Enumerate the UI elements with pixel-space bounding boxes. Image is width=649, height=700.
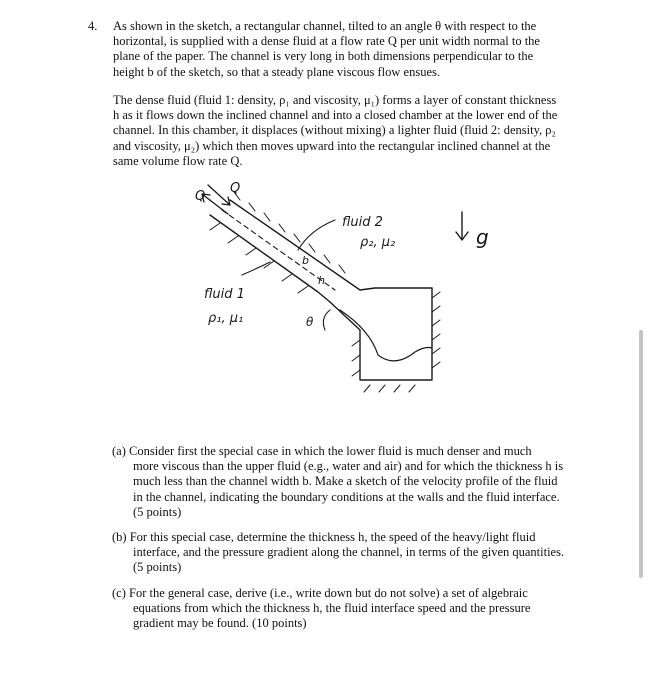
part-b bbox=[112, 530, 582, 576]
lower-wall-hatch bbox=[210, 223, 308, 293]
part-b-points: (5 points) bbox=[133, 560, 182, 575]
theta-arc bbox=[323, 310, 330, 330]
question-description bbox=[113, 93, 573, 169]
part-a-points: (5 points) bbox=[133, 504, 182, 519]
fluid2-label: fluid 2 bbox=[342, 215, 383, 230]
g-label: g bbox=[476, 225, 489, 249]
part-c bbox=[112, 586, 582, 632]
fluid2-props: ρ₂, μ₂ bbox=[360, 235, 396, 250]
theta-label: θ bbox=[306, 315, 314, 329]
vertical-scrollbar[interactable] bbox=[639, 330, 643, 578]
desc-line: and viscosity, μ₂) which then moves upward into the rectangular inclined channel at the bbox=[113, 138, 551, 153]
part-c-line: equations from which the thickness h, the fluid interface speed and the pressure bbox=[133, 601, 531, 616]
desc-line: The dense fluid (fluid 1: density, ρ₁ and viscosity, μ₁) forms a layer of constant thickness bbox=[113, 93, 557, 107]
part-a-line: in the channel, indicating the boundary conditions at the walls and the fluid interface. bbox=[133, 489, 560, 504]
question-number: 4. bbox=[88, 19, 98, 33]
part-c-line: gradient may be found. (10 points) bbox=[133, 616, 307, 631]
part-c-label: (c) bbox=[112, 586, 126, 600]
intro-line: horizontal, is supplied with a dense fluid at a flow rate Q per unit width normal to the bbox=[113, 34, 540, 49]
part-c-line-1: (c) For the general case, derive (i.e., write down but do not solve) a set of algebraic bbox=[112, 586, 528, 600]
part-b-line: interface, and the pressure gradient along the channel, in terms of the given quantities. bbox=[133, 545, 565, 560]
q-label-right: Q bbox=[230, 181, 241, 196]
intro-line: plane of the paper. The channel is very long in both dimensions perpendicular to the bbox=[113, 49, 534, 64]
b-label: b bbox=[302, 254, 309, 267]
question-intro bbox=[113, 19, 553, 80]
fluid2-pointer bbox=[298, 220, 335, 250]
part-a-line: much less than the channel width b. Make a sketch of the velocity profile of the fluid bbox=[133, 474, 558, 489]
part-b-label: (b) bbox=[112, 530, 127, 544]
intro-line: height b of the sketch, so that a steady plane viscous flow ensues. bbox=[113, 64, 441, 79]
chamber-hatch bbox=[352, 292, 440, 392]
q-label-left: Q bbox=[195, 189, 206, 204]
gravity-arrow bbox=[456, 212, 468, 240]
part-a-label: (a) bbox=[112, 444, 126, 458]
part-a bbox=[112, 444, 582, 520]
part-a-line: more viscous than the upper fluid (e.g., water and air) and for which the thickness h is bbox=[133, 459, 564, 474]
inflow-arrow bbox=[208, 185, 230, 205]
desc-line: h as it flows down the inclined channel and into a closed chamber at the lower end of the bbox=[113, 108, 558, 123]
fluid1-pointer bbox=[242, 262, 270, 275]
h-label: h bbox=[318, 274, 325, 287]
part-a-line-1: (a) Consider first the special case in which the lower fluid is much denser and much bbox=[112, 444, 532, 458]
intro-line: As shown in the sketch, a rectangular channel, tilted to an angle θ with respect to the bbox=[113, 19, 537, 33]
desc-line: same volume flow rate Q. bbox=[113, 153, 243, 168]
desc-line: channel. In this chamber, it displaces (without mixing) a lighter fluid (fluid 2: density, ρ₂ bbox=[113, 123, 556, 138]
upper-wall-hatch bbox=[234, 192, 345, 273]
channel-sketch bbox=[170, 180, 520, 420]
fluid1-label: fluid 1 bbox=[204, 287, 245, 302]
fluid1-props: ρ₁, μ₁ bbox=[208, 311, 244, 326]
part-b-line-1: (b) For this special case, determine the thickness h, the speed of the heavy/light fluid bbox=[112, 530, 536, 544]
chamber-outline bbox=[330, 288, 432, 380]
chamber-fluid bbox=[340, 310, 432, 361]
